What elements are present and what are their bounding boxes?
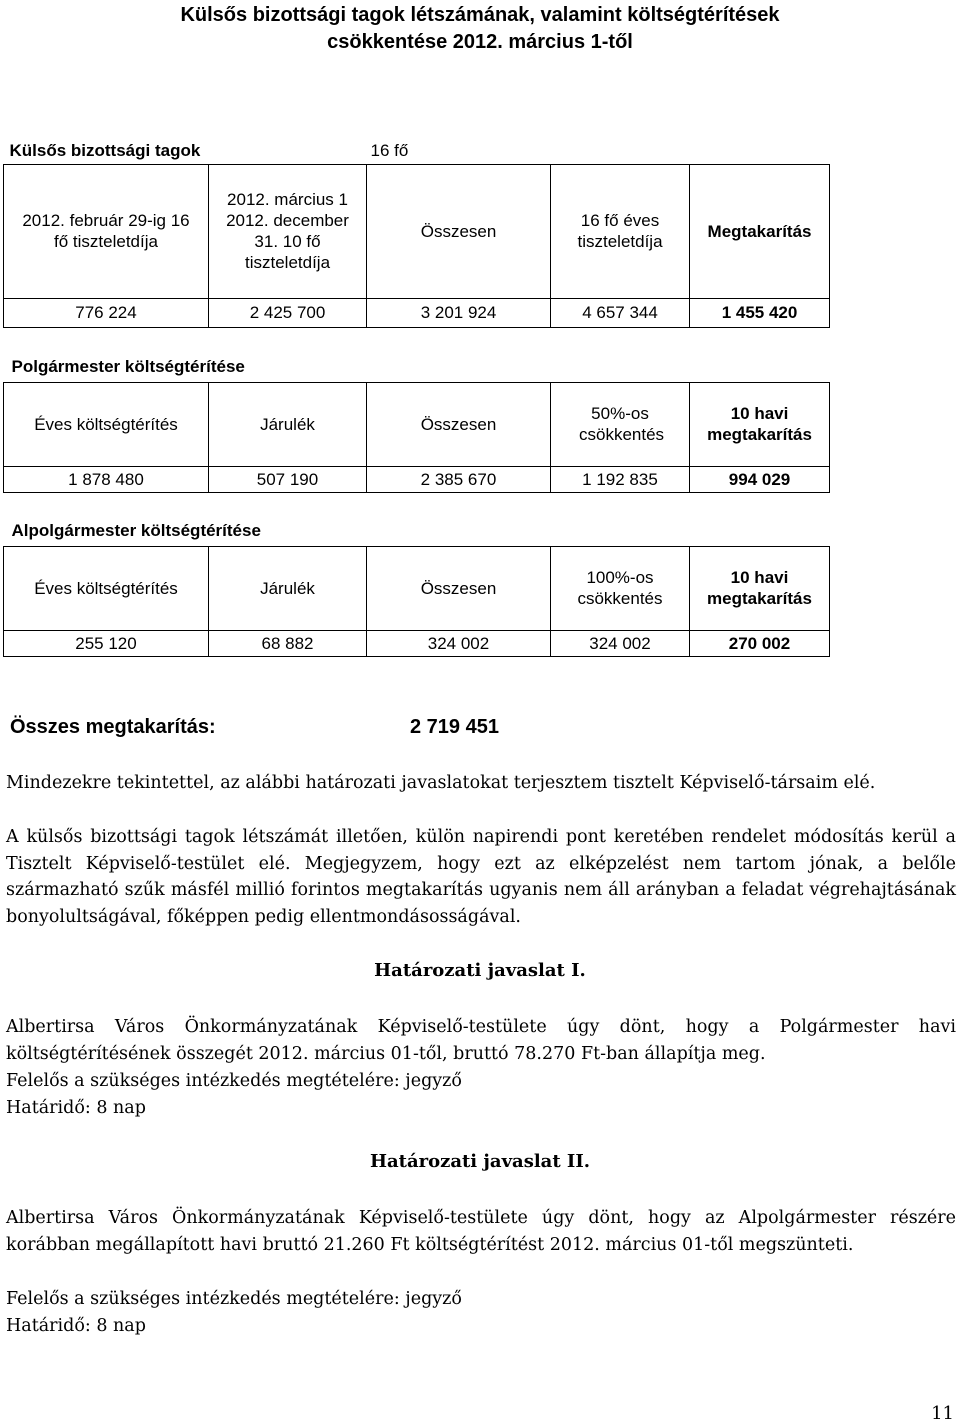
deputy-mayor-table-title: Alpolgármester költségtérítése (11, 521, 261, 541)
committee-table (3, 138, 830, 328)
resolution-2-heading: Határozati javaslat II. (369, 1151, 591, 1172)
deputy-mayor-value-cell: 68 882 (209, 630, 367, 656)
mayor-header-cell: Éves költségtérítés (4, 382, 209, 466)
committee-note-paragraph: A külsős bizottsági tagok létszámát illetően, külön napirendi pont keretében rendelet módosítás kerül a Tisztelt Képviselő-testület elé. Megjegyzem, hogy ezt az elképzelést nem tartom jónak, a belőle származható szűk másfél millió forintos megtakarítás ugyanis nem áll arányban a feladat végrehajtásának bonyolultságával, főképpen pedig ellentmondásosságával. (6, 827, 956, 927)
committee-value-cell: 4 657 344 (551, 298, 690, 327)
committee-table-title: Külsős bizottsági tagok (9, 141, 201, 161)
committee-value-cell: 776 224 (4, 298, 209, 327)
committee-count: 16 fő (370, 141, 409, 161)
title-line-2: csökkentése 2012. március 1-től (327, 31, 633, 53)
deputy-mayor-value-cell: 255 120 (4, 630, 209, 656)
resolution-1-deadline: Határidő: 8 nap (6, 1098, 146, 1118)
mayor-header-cell: Összesen (367, 382, 551, 466)
deputy-mayor-table (3, 516, 830, 657)
mayor-header-cell: 10 havi megtakarítás (690, 382, 830, 466)
resolution-2-responsible: Felelős a szükséges intézkedés megtételére: jegyző (6, 1289, 462, 1309)
mayor-value-cell: 994 029 (690, 466, 830, 492)
committee-header-cell: Összesen (367, 164, 551, 298)
deputy-mayor-value-cell: 324 002 (551, 630, 690, 656)
deputy-mayor-header-cell: 100%-os csökkentés (551, 546, 690, 630)
intro-paragraph: Mindezekre tekintettel, az alábbi határozati javaslatokat terjesztem tisztelt Képviselő-társaim elé. (6, 773, 876, 793)
total-savings-value: 2 719 451 (410, 716, 499, 738)
mayor-value-cell: 1 192 835 (551, 466, 690, 492)
committee-value-cell: 2 425 700 (209, 298, 367, 327)
committee-header-cell: 2012. március 1 2012. december 31. 10 fő tiszteletdíja (209, 164, 367, 298)
mayor-value-cell: 1 878 480 (4, 466, 209, 492)
mayor-table (3, 352, 830, 493)
committee-header-cell: 2012. február 29-ig 16 fő tiszteletdíja (4, 164, 209, 298)
deputy-mayor-header-cell: Járulék (209, 546, 367, 630)
document-title (30, 2, 930, 56)
committee-value-cell: 3 201 924 (367, 298, 551, 327)
deputy-mayor-header-cell: Összesen (367, 546, 551, 630)
mayor-table-title: Polgármester költségtérítése (11, 357, 245, 377)
total-savings-label: Összes megtakarítás: (10, 716, 216, 738)
resolution-2-deadline: Határidő: 8 nap (6, 1316, 146, 1336)
committee-value-cell: 1 455 420 (690, 298, 830, 327)
mayor-value-cell: 507 190 (209, 466, 367, 492)
deputy-mayor-header-cell: 10 havi megtakarítás (690, 546, 830, 630)
mayor-header-cell: 50%-os csökkentés (551, 382, 690, 466)
committee-header-cell: Megtakarítás (690, 164, 830, 298)
title-line-1: Külsős bizottsági tagok létszámának, valamint költségtérítések (180, 4, 780, 26)
deputy-mayor-header-cell: Éves költségtérítés (4, 546, 209, 630)
mayor-value-cell: 2 385 670 (367, 466, 551, 492)
resolution-1-text: Albertirsa Város Önkormányzatának Képviselő-testülete úgy dönt, hogy a Polgármester havi költségtérítésének összegét 2012. március 01-től, bruttó 78.270 Ft-ban állapítja meg. (6, 1017, 956, 1064)
resolution-1-responsible: Felelős a szükséges intézkedés megtételére: jegyző (6, 1071, 462, 1091)
deputy-mayor-value-cell: 270 002 (690, 630, 830, 656)
deputy-mayor-value-cell: 324 002 (367, 630, 551, 656)
committee-header-cell: 16 fő éves tiszteletdíja (551, 164, 690, 298)
resolution-1-heading: Határozati javaslat I. (374, 960, 586, 981)
resolution-2-text: Albertirsa Város Önkormányzatának Képviselő-testülete úgy dönt, hogy az Alpolgármester részére korábban megállapított havi bruttó 21.260 Ft költségtérítést 2012. március 01-től megszünteti. (6, 1208, 956, 1255)
mayor-header-cell: Járulék (209, 382, 367, 466)
page-number: 11 (931, 1403, 954, 1424)
